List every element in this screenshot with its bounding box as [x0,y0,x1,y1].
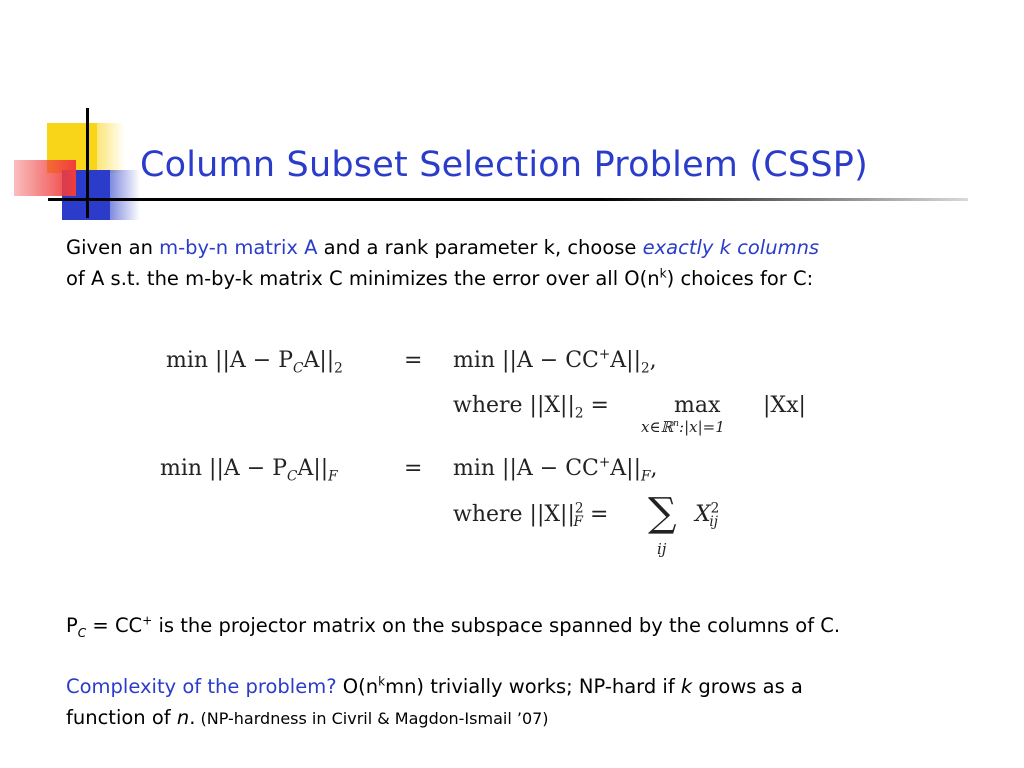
where2-lhs: where $||X||^2_F$ = [453,500,609,531]
where2-term: $X^2_{ij}$ [695,500,720,531]
intro-highlight-columns: exactly k columns [642,236,820,259]
complexity-line-1: Complexity of the problem? $O(n^kmn)$ trivially works; NP-hard if k grows as a [66,674,803,698]
where1-max: max [674,393,721,418]
where1-lhs: where $||X||_2$ = [453,393,609,422]
eq2-lhs: $\min ||A - P_CA||_F$ [160,456,338,485]
logo-vertical-line [86,108,89,218]
sum-subscript: ij [657,540,667,558]
where1-abs: |Xx| [763,393,806,418]
complexity-line-2: function of n. (NP-hardness in Civril & Magdon-Ismail ’07) [66,706,549,729]
eq1-equals: = [404,348,423,373]
intro-line-2 [66,263,819,294]
projector-statement: $P_C = CC^+$ is the projector matrix on the subspace spanned by the columns of C. [66,613,841,640]
intro-superscript: k [659,266,667,281]
complexity-paragraph [66,671,803,734]
eq2-equals: = [404,456,423,481]
intro-text: of A s.t. the m-by-k matrix C minimizes the error over all O(n [66,267,660,290]
intro-paragraph [66,232,819,294]
slide-title: Column Subset Selection Problem (CSSP) [140,145,868,185]
eq2-rhs: $\min ||A - CC^+A||_F$, [453,454,658,485]
title-underline [48,198,968,201]
intro-highlight-matrix: m-by-n matrix A [159,236,318,259]
logo-blue-glow [110,170,140,220]
eq1-rhs: $\min ||A - CC^+A||_2$, [453,346,657,377]
logo-yellow-glow [97,123,125,173]
intro-line-1 [66,232,819,263]
logo-red-bar [14,160,76,196]
sum-symbol: ∑ [648,490,677,536]
intro-text: and a rank parameter k, choose [317,236,643,259]
complexity-question: Complexity of the problem? [66,675,337,698]
intro-text: Given an [66,236,160,259]
where1-max-subscript: x∈ℝ$^n$:|x|=1 [641,418,725,436]
eq1-lhs: $\min ||A - P_CA||_2$ [166,348,343,377]
reference-note: (NP-hardness in Civril & Magdon-Ismail ’07) [195,709,549,728]
intro-text: ) choices for C: [666,267,814,290]
